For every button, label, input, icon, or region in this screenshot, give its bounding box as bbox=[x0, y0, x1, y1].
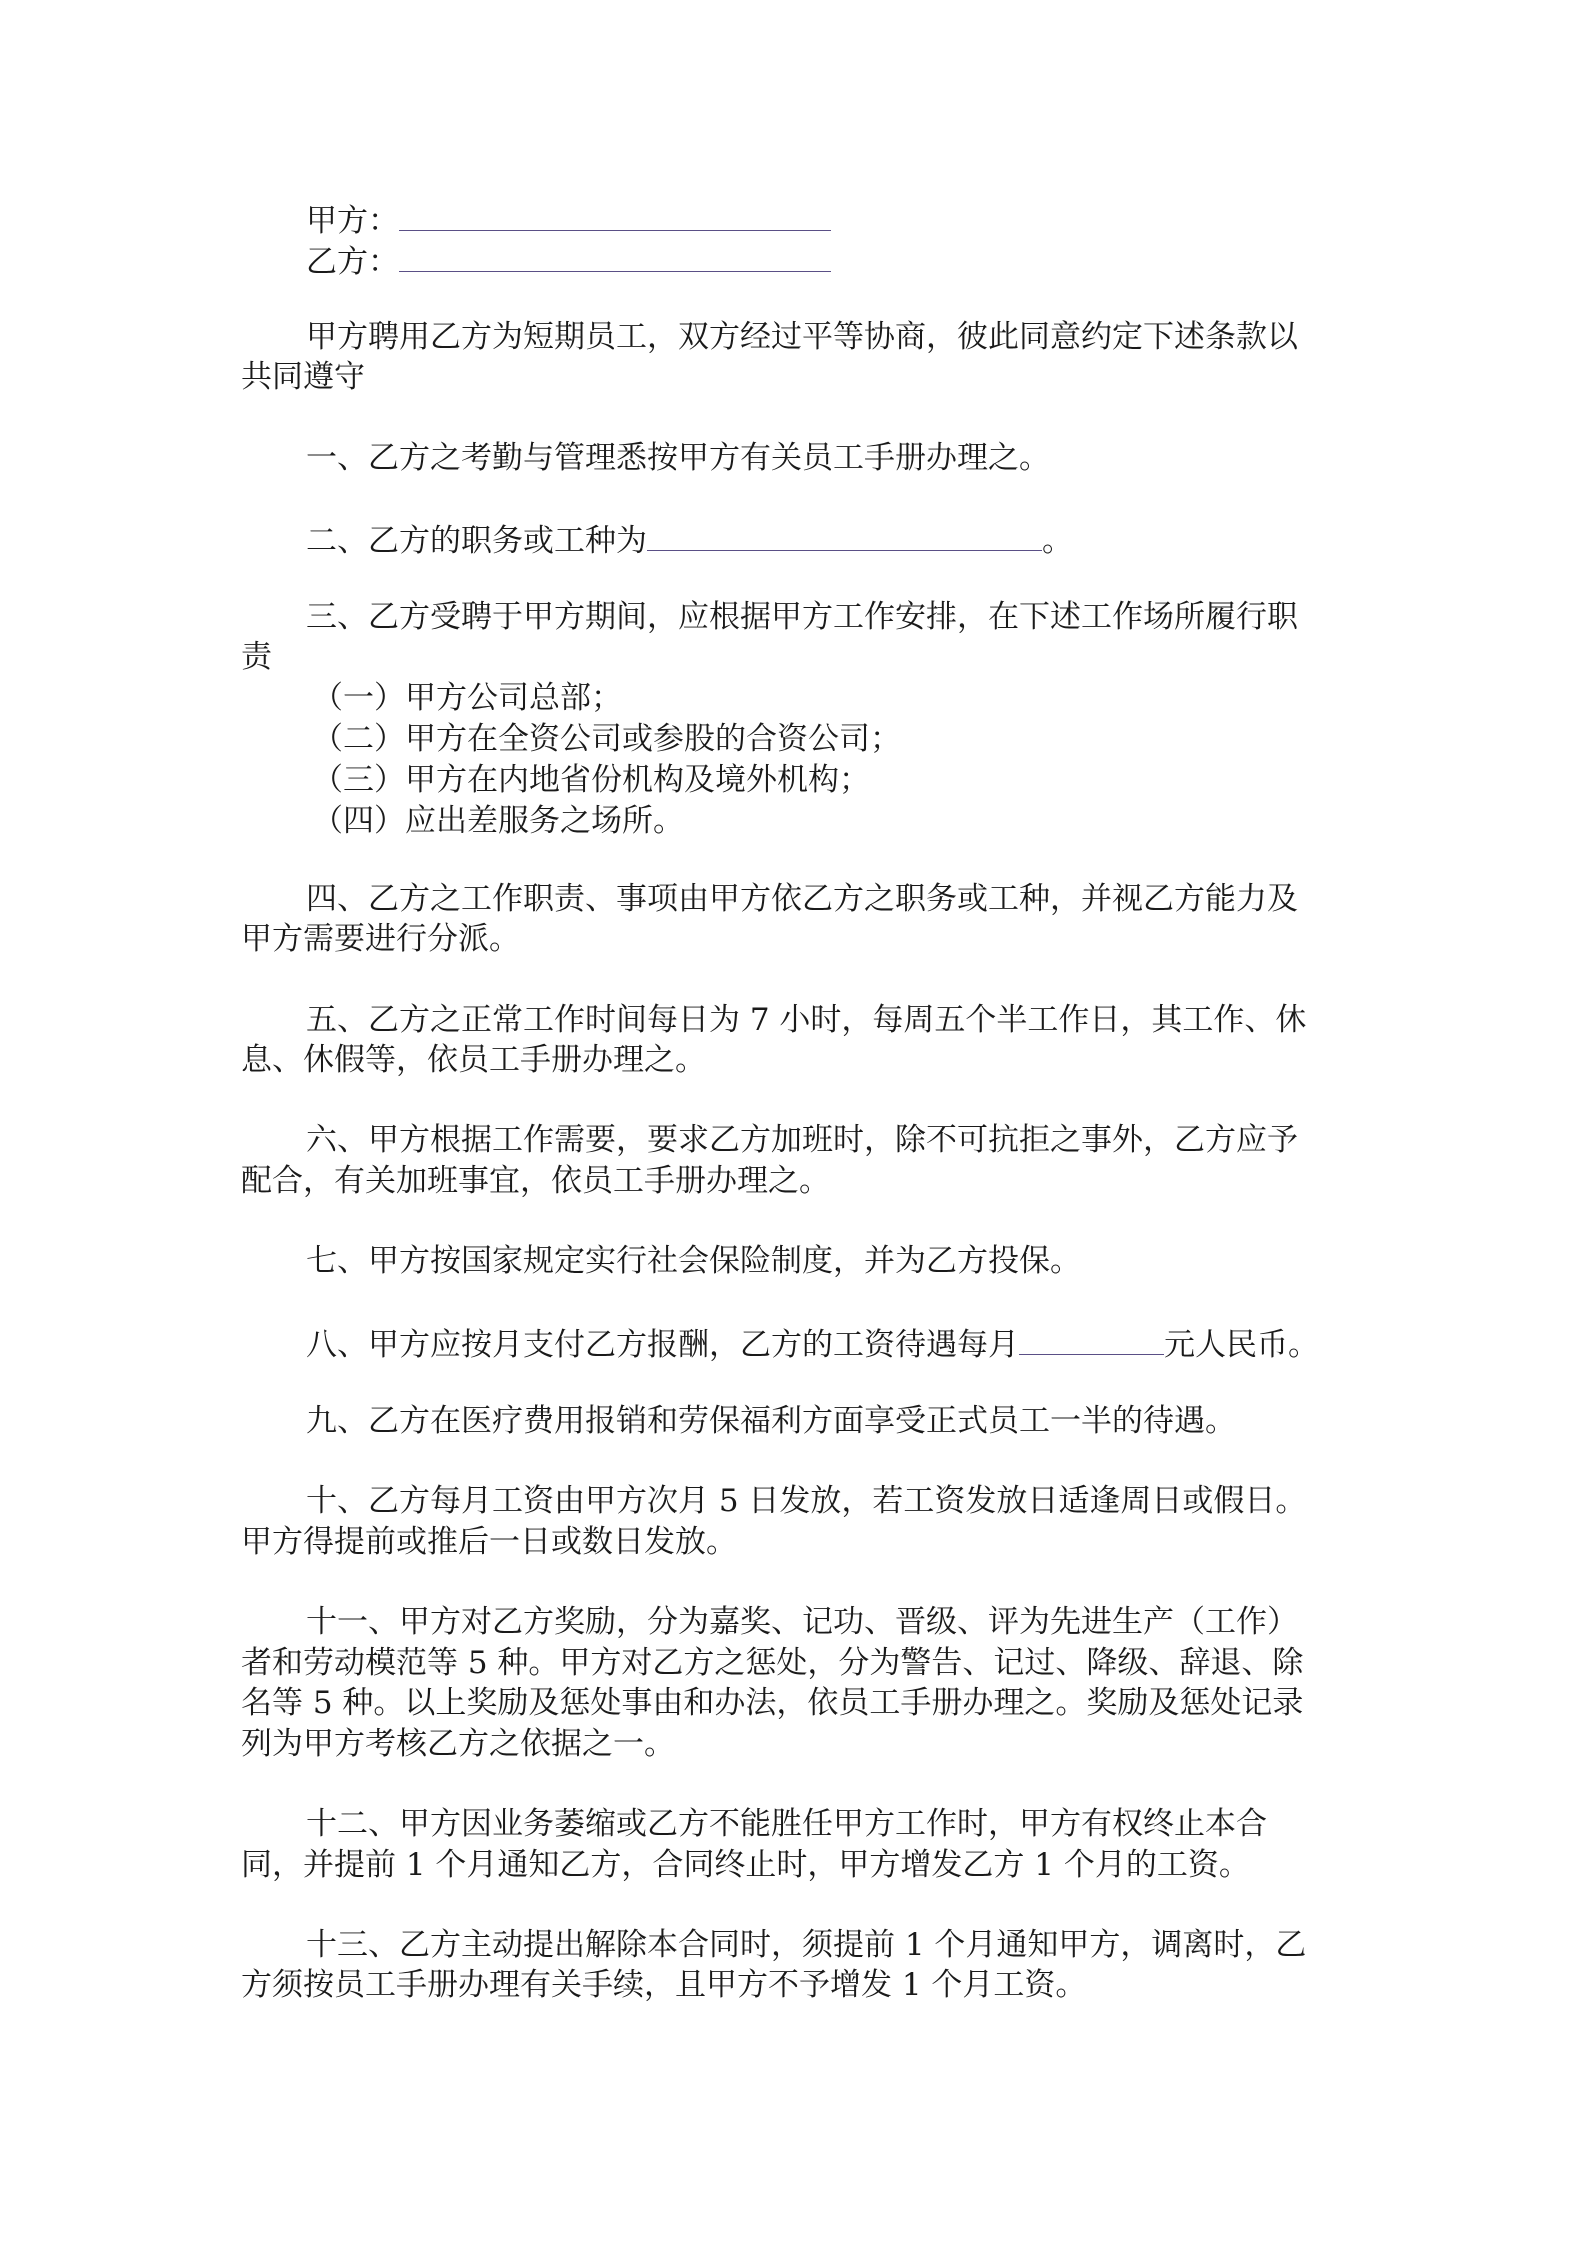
clause-2-text: 二、乙方的职务或工种为 bbox=[306, 522, 647, 559]
party-b-row bbox=[306, 243, 831, 278]
clause-6-line-2: 配合，有关加班事宜，依员工手册办理之。 bbox=[241, 1163, 830, 1199]
clause-11-line-4: 列为甲方考核乙方之依据之一。 bbox=[241, 1726, 675, 1762]
clause-3-line-2: 责 bbox=[241, 639, 272, 675]
clause-5-line-2: 息、休假等，依员工手册办理之。 bbox=[241, 1042, 706, 1078]
clause-4-line-1: 四、乙方之工作职责、事项由甲方依乙方之职务或工种，并视乙方能力及 bbox=[306, 881, 1298, 917]
clause-8 bbox=[306, 1326, 1319, 1361]
party-a-row bbox=[306, 202, 831, 237]
clause-6-line-1: 六、甲方根据工作需要，要求乙方加班时，除不可抗拒之事外，乙方应予 bbox=[306, 1122, 1298, 1158]
clause-11-line-3: 名等 5 种。以上奖励及惩处事由和办法，依员工手册办理之。奖励及惩处记录 bbox=[241, 1685, 1304, 1721]
party-b-label: 乙方： bbox=[306, 243, 399, 280]
intro-line-2: 共同遵守 bbox=[241, 359, 365, 395]
clause-3-item: （四）应出差服务之场所。 bbox=[312, 803, 684, 839]
clause-9: 九、乙方在医疗费用报销和劳保福利方面享受正式员工一半的待遇。 bbox=[306, 1403, 1236, 1439]
clause-4-line-2: 甲方需要进行分派。 bbox=[241, 921, 520, 957]
clause-13-line-1: 十三、乙方主动提出解除本合同时，须提前 1 个月通知甲方，调离时，乙 bbox=[306, 1927, 1307, 1963]
intro-line-1: 甲方聘用乙方为短期员工，双方经过平等协商，彼此同意约定下述条款以 bbox=[306, 319, 1298, 355]
clause-10-line-2: 甲方得提前或推后一日或数日发放。 bbox=[241, 1524, 737, 1560]
clause-3-item: （二）甲方在全资公司或参股的合资公司； bbox=[312, 721, 901, 757]
clause-3-item: （一）甲方公司总部； bbox=[312, 680, 622, 716]
clause-1: 一、乙方之考勤与管理悉按甲方有关员工手册办理之。 bbox=[306, 440, 1050, 476]
clause-5-line-1: 五、乙方之正常工作时间每日为 7 小时，每周五个半工作日，其工作、休 bbox=[306, 1002, 1307, 1038]
clause-11-line-1: 十一、甲方对乙方奖励，分为嘉奖、记功、晋级、评为先进生产（工作） bbox=[306, 1604, 1298, 1640]
clause-3-item: （三）甲方在内地省份机构及境外机构； bbox=[312, 762, 870, 798]
clause-10-line-1: 十、乙方每月工资由甲方次月 5 日发放，若工资发放日适逢周日或假日。 bbox=[306, 1483, 1307, 1519]
clause-3-line-1: 三、乙方受聘于甲方期间，应根据甲方工作安排，在下述工作场所履行职 bbox=[306, 599, 1298, 635]
clause-2 bbox=[306, 522, 1073, 557]
clause-11-line-2: 者和劳动模范等 5 种。甲方对乙方之惩处，分为警告、记过、降级、辞退、除 bbox=[241, 1645, 1304, 1681]
clause-12-line-2: 同，并提前 1 个月通知乙方，合同终止时，甲方增发乙方 1 个月的工资。 bbox=[241, 1847, 1250, 1883]
party-a-label: 甲方： bbox=[306, 202, 399, 239]
clause-8-end: 元人民币。 bbox=[1164, 1326, 1319, 1363]
party-a-blank[interactable] bbox=[399, 202, 831, 231]
clause-13-line-2: 方须按员工手册办理有关手续，且甲方不予增发 1 个月工资。 bbox=[241, 1967, 1087, 2003]
clause-8-text: 八、甲方应按月支付乙方报酬，乙方的工资待遇每月 bbox=[306, 1326, 1019, 1363]
clause-7: 七、甲方按国家规定实行社会保险制度，并为乙方投保。 bbox=[306, 1243, 1081, 1279]
clause-2-end: 。 bbox=[1042, 522, 1073, 559]
party-b-blank[interactable] bbox=[399, 243, 831, 272]
salary-blank[interactable] bbox=[1019, 1326, 1164, 1355]
duty-blank[interactable] bbox=[647, 522, 1042, 551]
clause-12-line-1: 十二、甲方因业务萎缩或乙方不能胜任甲方工作时，甲方有权终止本合 bbox=[306, 1806, 1267, 1842]
